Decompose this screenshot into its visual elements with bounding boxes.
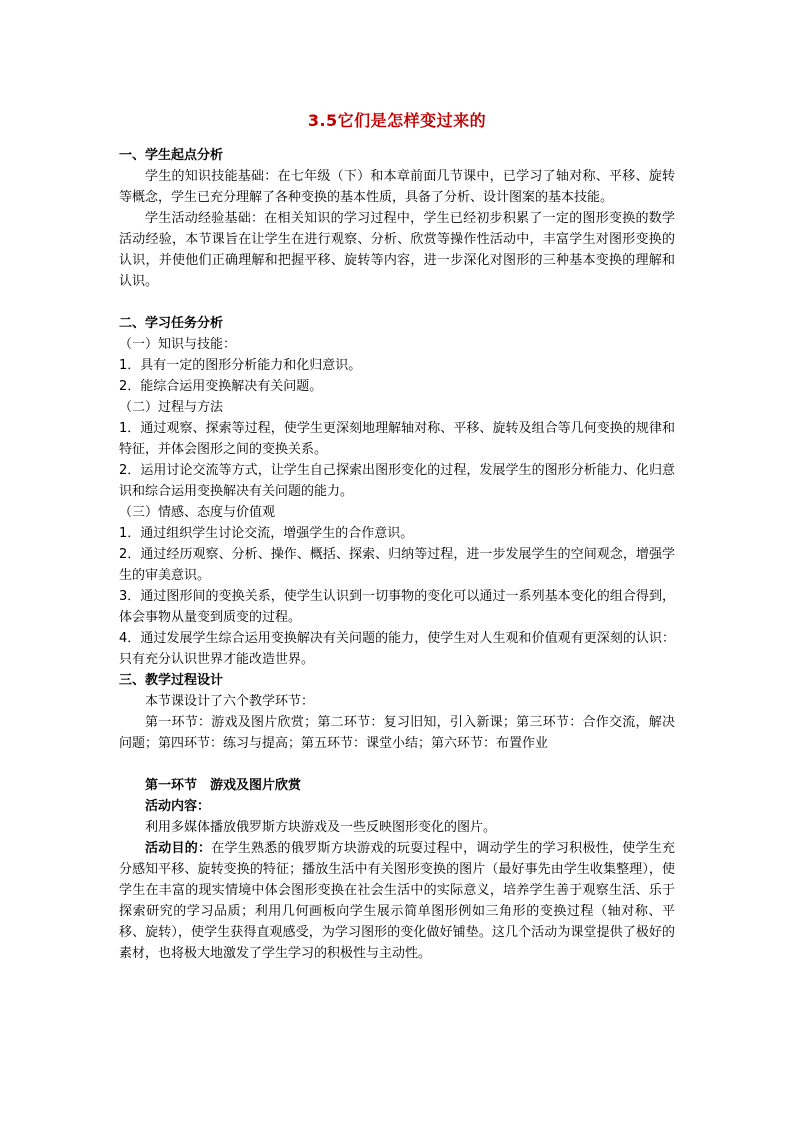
- paragraph: 第一环节：游戏及图片欣赏；第二环节：复习旧知，引入新课；第三环节：合作交流，解决问题；第四环节：练习与提高；第五环节：课堂小结；第六环节：布置作业: [119, 715, 675, 751]
- list-item: 1．通过观察、探索等过程，使学生更深刻地理解轴对称、平移、旋转及组合等几何变换的规律和特征，并体会图形之间的变换关系。: [119, 421, 675, 457]
- list-item: 1．通过组织学生讨论交流，增强学生的合作意识。: [119, 526, 414, 541]
- spacer: [119, 754, 675, 775]
- paragraph: 学生活动经验基础：在相关知识的学习过程中，学生已经初步积累了一定的图形变换的数学活动经验，本节课旨在让学生在进行观察、分析、欣赏等操作性活动中，丰富学生对图形变换的认识，并使他们正确理解和把握平移、旋转等内容，进一步深化对图形的三种基本变换的理解和认识。: [119, 211, 675, 289]
- list-item: 1．具有一定的图形分析能力和化归意识。: [119, 358, 362, 373]
- list-item: 4．通过发展学生综合运用变换解决有关问题的能力，使学生对人生观和价值观有更深刻的认识：只有充分认识世界才能改造世界。: [119, 631, 675, 667]
- paragraph-purpose: [119, 838, 675, 964]
- paragraph: 利用多媒体播放俄罗斯方块游戏及一些反映图形变化的图片。: [145, 820, 497, 835]
- subheading: （三）情感、态度与价值观: [119, 505, 276, 520]
- step-heading: 第一环节 游戏及图片欣赏: [145, 778, 302, 793]
- list-item: 3．通过图形间的变换关系，使学生认识到一切事物的变化可以通过一系列基本变化的组合得到，体会事物从量变到质变的过程。: [119, 589, 675, 625]
- content-label: 活动内容：: [145, 799, 211, 814]
- subheading: （一）知识与技能：: [119, 337, 237, 352]
- section-heading-teaching-process: 三、教学过程设计: [119, 673, 224, 688]
- list-item: 2．运用讨论交流等方式，让学生自己探索出图形变化的过程，发展学生的图形分析能力、化归意识和综合运用变换解决有关问题的能力。: [119, 463, 675, 499]
- subheading: （二）过程与方法: [119, 400, 224, 415]
- document-page: [119, 100, 675, 964]
- list-item: 2．通过经历观察、分析、操作、概括、探索、归纳等过程，进一步发展学生的空间观念，增强学生的审美意识。: [119, 547, 675, 583]
- spacer: [119, 292, 675, 313]
- paragraph: 学生的知识技能基础：在七年级（下）和本章前面几节课中，已学习了轴对称、平移、旋转等概念，学生已充分理解了各种变换的基本性质，具备了分析、设计图案的基本技能。: [119, 169, 675, 205]
- document-title: 3.5它们是怎样变过来的: [307, 111, 487, 130]
- purpose-text: 在学生熟悉的俄罗斯方块游戏的玩耍过程中，调动学生的学习积极性，使学生充分感知平移、旋转变换的特征；播放生活中有关图形变换的图片（最好事先由学生收集整理），使学生在丰富的现实情境中体会图形变换在社会生活中的实际意义，培养学生善于观察生活、乐于探索研究的学习品质；利用几何画板向学生展示简单图形例如三角形的变换过程（轴对称、平移、旋转），使学生获得直观感受，为学习图形的变化做好铺垫。这几个活动为课堂提供了极好的素材，也将极大地激发了学生学习的积极性与主动性。: [119, 841, 675, 961]
- paragraph: 本节课设计了六个教学环节：: [145, 694, 315, 709]
- list-item: 2．能综合运用变换解决有关问题。: [119, 379, 323, 394]
- section-heading-student-analysis: 一、学生起点分析: [119, 148, 224, 163]
- section-heading-task-analysis: 二、学习任务分析: [119, 316, 224, 331]
- purpose-label: 活动目的：: [145, 841, 212, 856]
